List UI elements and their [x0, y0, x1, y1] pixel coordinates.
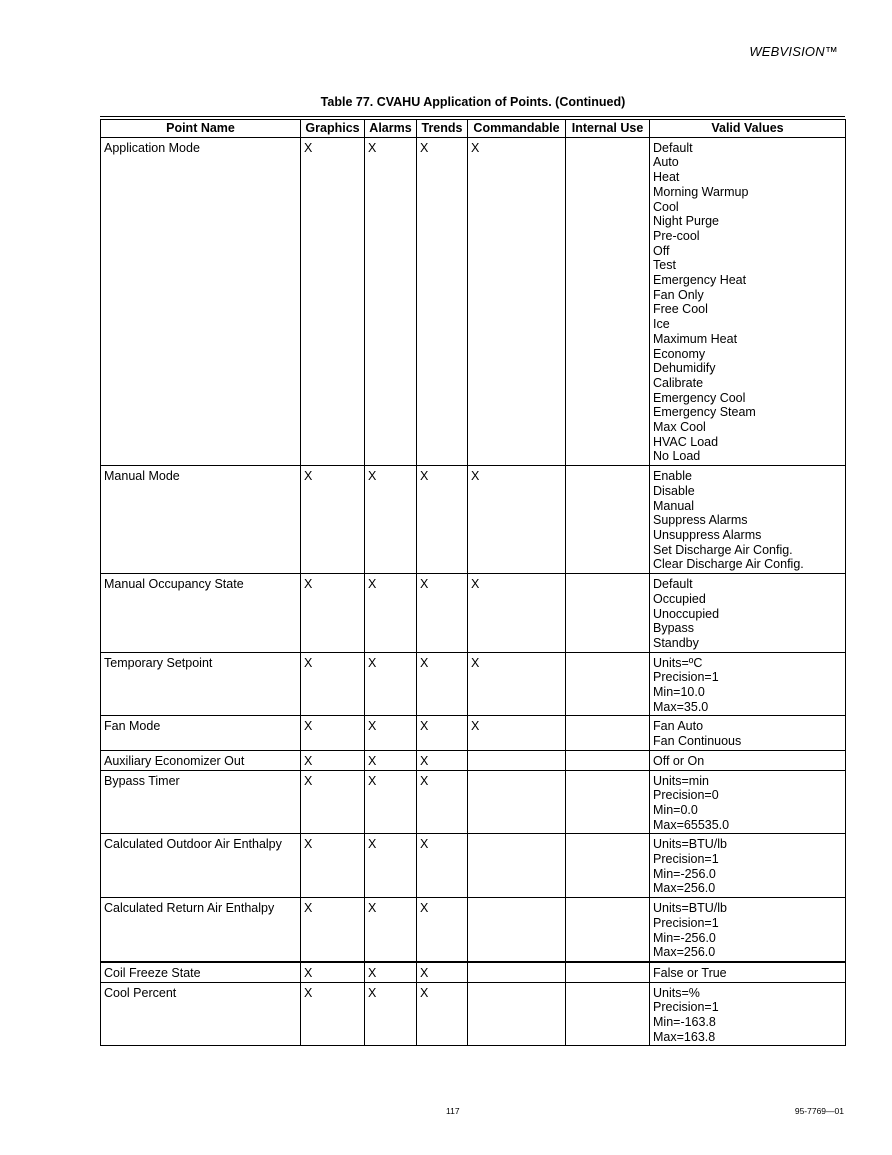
trends-cell: X [417, 962, 468, 982]
valid-value: Standby [653, 635, 699, 650]
alarms-cell: X [365, 466, 417, 574]
internal-use-cell [566, 137, 650, 465]
valid-value: Units=ºC [653, 655, 703, 670]
point-name-cell: Coil Freeze State [101, 962, 301, 982]
commandable-cell [468, 750, 566, 770]
alarms-cell: X [365, 574, 417, 653]
commandable-cell: X [468, 716, 566, 750]
column-header-graphics: Graphics [301, 120, 365, 138]
internal-use-cell [566, 834, 650, 898]
internal-use-cell [566, 466, 650, 574]
valid-value: Units=BTU/lb [653, 837, 727, 852]
alarms-cell: X [365, 652, 417, 716]
trends-cell: X [417, 898, 468, 962]
point-name-cell: Fan Mode [101, 716, 301, 750]
alarms-cell: X [365, 962, 417, 982]
valid-values-cell [650, 750, 846, 770]
point-name-cell: Calculated Outdoor Air Enthalpy [101, 834, 301, 898]
internal-use-cell [566, 750, 650, 770]
valid-values-cell [650, 716, 846, 750]
valid-values-cell [650, 982, 846, 1046]
valid-value: HVAC Load [653, 434, 719, 449]
valid-value: Min=0.0 [653, 802, 698, 817]
valid-value: Off [653, 243, 670, 258]
column-header-alarms: Alarms [365, 120, 417, 138]
table-row [101, 574, 846, 653]
commandable-cell [468, 982, 566, 1046]
point-name-cell: Calculated Return Air Enthalpy [101, 898, 301, 962]
table-row [101, 982, 846, 1046]
table-row [101, 898, 846, 962]
valid-value: Min=-163.8 [653, 1015, 716, 1030]
table-caption: Table 77. CVAHU Application of Points. (Continued) [320, 95, 626, 109]
table-row [101, 770, 846, 834]
valid-value: Heat [653, 170, 680, 185]
valid-value: Precision=1 [653, 852, 719, 867]
valid-value: Economy [653, 346, 706, 361]
graphics-cell: X [301, 137, 365, 465]
valid-values-cell [650, 574, 846, 653]
valid-value: Units=BTU/lb [653, 901, 727, 916]
alarms-cell: X [365, 898, 417, 962]
valid-value: Units=min [653, 773, 709, 788]
document-number: 95-7769—01 [794, 1106, 844, 1116]
valid-value: Off or On [653, 753, 705, 768]
valid-value: Precision=0 [653, 788, 719, 803]
column-header-internal-use: Internal Use [566, 120, 650, 138]
valid-value: Min=10.0 [653, 685, 705, 700]
internal-use-cell [566, 770, 650, 834]
valid-value: Units=% [653, 985, 700, 1000]
table-body [101, 137, 846, 1046]
trends-cell: X [417, 834, 468, 898]
valid-value: Default [653, 577, 693, 592]
commandable-cell: X [468, 137, 566, 465]
point-name-cell: Cool Percent [101, 982, 301, 1046]
valid-values-cell [650, 834, 846, 898]
valid-value: Manual [653, 498, 694, 513]
graphics-cell: X [301, 750, 365, 770]
table-row [101, 466, 846, 574]
valid-value: Precision=1 [653, 1000, 719, 1015]
valid-value: Fan Auto [653, 719, 704, 734]
valid-value: False or True [653, 965, 727, 980]
valid-value: Unsuppress Alarms [653, 527, 762, 542]
trends-cell: X [417, 466, 468, 574]
graphics-cell: X [301, 898, 365, 962]
trends-cell: X [417, 982, 468, 1046]
valid-value: Max=256.0 [653, 945, 716, 960]
valid-value: Night Purge [653, 214, 720, 229]
commandable-cell: X [468, 574, 566, 653]
alarms-cell: X [365, 770, 417, 834]
valid-values-cell [650, 962, 846, 982]
valid-value: Emergency Steam [653, 405, 756, 420]
graphics-cell: X [301, 962, 365, 982]
commandable-cell [468, 770, 566, 834]
column-header-commandable: Commandable [468, 120, 566, 138]
valid-value: Unoccupied [653, 606, 720, 621]
table-row [101, 716, 846, 750]
column-header-point-name: Point Name [101, 120, 301, 138]
internal-use-cell [566, 716, 650, 750]
graphics-cell: X [301, 834, 365, 898]
valid-values-cell [650, 652, 846, 716]
commandable-cell: X [468, 466, 566, 574]
valid-value: Max=256.0 [653, 881, 716, 896]
point-name-cell: Temporary Setpoint [101, 652, 301, 716]
valid-value: Occupied [653, 591, 706, 606]
table-row [101, 834, 846, 898]
document-header-title: WEBVISION™ [749, 44, 838, 59]
valid-values-cell [650, 898, 846, 962]
alarms-cell: X [365, 834, 417, 898]
point-name-cell: Manual Mode [101, 466, 301, 574]
point-name-cell: Bypass Timer [101, 770, 301, 834]
valid-value: Max=35.0 [653, 699, 709, 714]
graphics-cell: X [301, 982, 365, 1046]
valid-value: Disable [653, 483, 695, 498]
table-header-row [101, 120, 846, 138]
valid-value: No Load [653, 449, 701, 464]
valid-value: Enable [653, 469, 692, 484]
points-table-container [100, 116, 845, 1046]
graphics-cell: X [301, 466, 365, 574]
valid-value: Cool [653, 199, 679, 214]
valid-value: Pre-cool [653, 228, 700, 243]
table-row [101, 137, 846, 465]
valid-value: Ice [653, 317, 670, 332]
valid-value: Test [653, 258, 676, 273]
internal-use-cell [566, 574, 650, 653]
valid-values-cell [650, 137, 846, 465]
trends-cell: X [417, 770, 468, 834]
alarms-cell: X [365, 137, 417, 465]
point-name-cell: Application Mode [101, 137, 301, 465]
valid-value: Auto [653, 155, 679, 170]
page-number: 117 [446, 1106, 460, 1116]
trends-cell: X [417, 716, 468, 750]
graphics-cell: X [301, 652, 365, 716]
alarms-cell: X [365, 750, 417, 770]
valid-value: Emergency Heat [653, 273, 747, 288]
valid-value: Morning Warmup [653, 184, 749, 199]
valid-value: Bypass [653, 621, 694, 636]
graphics-cell: X [301, 770, 365, 834]
trends-cell: X [417, 574, 468, 653]
column-header-valid-values: Valid Values [650, 120, 846, 138]
commandable-cell [468, 834, 566, 898]
valid-value: Suppress Alarms [653, 513, 748, 528]
point-name-cell: Auxiliary Economizer Out [101, 750, 301, 770]
trends-cell: X [417, 750, 468, 770]
commandable-cell [468, 962, 566, 982]
graphics-cell: X [301, 716, 365, 750]
valid-value: Max=163.8 [653, 1029, 716, 1044]
internal-use-cell [566, 982, 650, 1046]
trends-cell: X [417, 652, 468, 716]
valid-value: Clear Discharge Air Config. [653, 557, 804, 572]
valid-value: Dehumidify [653, 361, 716, 376]
valid-value: Max=65535.0 [653, 817, 730, 832]
valid-values-cell [650, 466, 846, 574]
table-row [101, 652, 846, 716]
valid-value: Min=-256.0 [653, 930, 716, 945]
commandable-cell [468, 898, 566, 962]
valid-value: Default [653, 140, 693, 155]
valid-value: Emergency Cool [653, 390, 746, 405]
valid-value: Fan Only [653, 287, 704, 302]
internal-use-cell [566, 652, 650, 716]
valid-value: Precision=1 [653, 670, 719, 685]
trends-cell: X [417, 137, 468, 465]
internal-use-cell [566, 898, 650, 962]
valid-values-cell [650, 770, 846, 834]
valid-value: Free Cool [653, 302, 708, 317]
alarms-cell: X [365, 982, 417, 1046]
commandable-cell: X [468, 652, 566, 716]
valid-value: Fan Continuous [653, 734, 742, 749]
points-table [100, 119, 846, 1046]
valid-value: Precision=1 [653, 915, 719, 930]
column-header-trends: Trends [417, 120, 468, 138]
valid-value: Max Cool [653, 420, 706, 435]
valid-value: Set Discharge Air Config. [653, 542, 793, 557]
table-row [101, 750, 846, 770]
valid-value: Min=-256.0 [653, 866, 716, 881]
valid-value: Maximum Heat [653, 331, 738, 346]
internal-use-cell [566, 962, 650, 982]
valid-value: Calibrate [653, 375, 704, 390]
graphics-cell: X [301, 574, 365, 653]
table-row [101, 962, 846, 982]
point-name-cell: Manual Occupancy State [101, 574, 301, 653]
alarms-cell: X [365, 716, 417, 750]
